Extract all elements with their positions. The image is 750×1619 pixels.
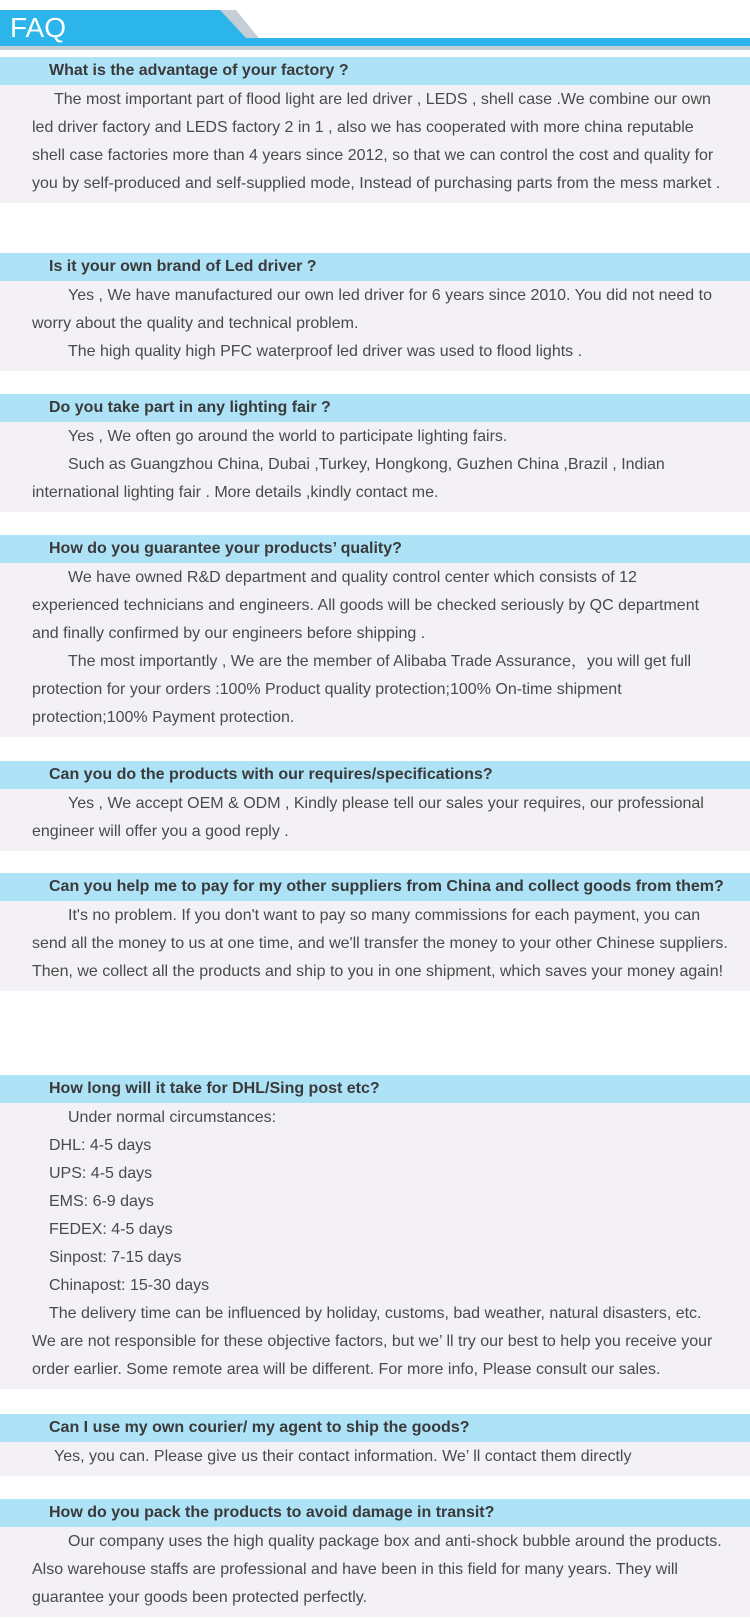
faq-item-factory-advantage: [0, 57, 750, 203]
answer-paragraph: We have owned R&D department and quality control center which consists of 12 experienced technicians and engineers. All goods will be checked seriously by QC department and finally confirmed by our engineers before shipping .: [32, 569, 700, 642]
answer-paragraph: Such as Guangzhou China, Dubai ,Turkey, Hongkong, Guzhen China ,Brazil , Indian international lighting fair . More details ,kindly contact me.: [32, 456, 665, 501]
shipping-time-item: FEDEX: 4-5 days: [49, 1221, 173, 1238]
answer-paragraph: It's no problem. If you don't want to pay so many commissions for each payment, you can send all the money to us at one time, and we'll transfer the money to your other Chinese suppliers. Then, we collect all the products and ship to you in one shipment, which saves your money again!: [32, 907, 728, 980]
faq-question: How do you guarantee your products’ quality?: [0, 535, 750, 563]
answer-paragraph: Yes , We often go around the world to participate lighting fairs.: [68, 428, 508, 445]
faq-question: What is the advantage of your factory ?: [0, 57, 750, 85]
answer-paragraph: Yes , We accept OEM & ODM , Kindly please tell our sales your requires, our professional engineer will offer you a good reply .: [32, 795, 704, 840]
faq-answer: [0, 789, 750, 851]
faq-answer: [0, 422, 750, 512]
shipping-time-item: Sinpost: 7-15 days: [49, 1249, 182, 1266]
faq-answer: [0, 563, 750, 737]
faq-item-quality-guarantee: [0, 535, 750, 737]
faq-item-shipping-time: [0, 1075, 750, 1389]
faq-answer: [0, 85, 750, 203]
faq-answer: [0, 1442, 750, 1476]
faq-item-lighting-fair: [0, 394, 750, 512]
answer-paragraph: Yes , We have manufactured our own led driver for 6 years since 2010. You did not need to worry about the quality and technical problem.: [32, 287, 712, 332]
page-title: FAQ: [10, 12, 67, 43]
answer-paragraph: The most importantly , We are the member of Alibaba Trade Assurance，you will get full protection for your orders :100% Product quality protection;100% On-time shipment protection;100% Payment protection.: [32, 653, 692, 726]
faq-answer: [0, 1527, 750, 1617]
faq-question: Can I use my own courier/ my agent to ship the goods?: [0, 1414, 750, 1442]
faq-item-oem-odm: [0, 761, 750, 851]
shipping-time-item: DHL: 4-5 days: [49, 1137, 152, 1154]
shipping-time-item: UPS: 4-5 days: [49, 1165, 153, 1182]
faq-question: Can you do the products with our requires/specifications?: [0, 761, 750, 789]
faq-answer: [0, 901, 750, 991]
faq-answer: [0, 1103, 750, 1389]
answer-intro: Under normal circumstances:: [68, 1109, 277, 1126]
faq-question: How long will it take for DHL/Sing post etc?: [0, 1075, 750, 1103]
answer-paragraph: The delivery time can be influenced by holiday, customs, bad weather, natural disasters, etc. We are not responsible for these objective factors, but we’ ll try our best to help you receive your order earlier. Some remote area will be different. For more info, Please consult our sales.: [32, 1305, 713, 1378]
faq-answer: [0, 281, 750, 371]
faq-item-pay-suppliers: [0, 873, 750, 991]
answer-paragraph: Yes, you can. Please give us their contact information. We’ ll contact them directly: [54, 1448, 632, 1465]
faq-question: Is it your own brand of Led driver ?: [0, 253, 750, 281]
faq-item-own-brand: [0, 253, 750, 371]
faq-item-packing: [0, 1499, 750, 1617]
header-banner-shape: [0, 0, 750, 50]
faq-question: Can you help me to pay for my other suppliers from China and collect goods from them?: [0, 873, 750, 901]
faq-header: [0, 0, 750, 50]
faq-item-own-courier: [0, 1414, 750, 1476]
answer-paragraph: The most important part of flood light are led driver , LEDS , shell case .We combine our own led driver factory and LEDS factory 2 in 1 , also we has cooperated with more china reputable shell case factories more than 4 years since 2012, so that we can control the cost and quality for you by self-produced and self-supplied mode, Instead of purchasing parts from the mess market .: [32, 91, 721, 192]
answer-paragraph: Our company uses the high quality package box and anti-shock bubble around the products. Also warehouse staffs are professional and have been in this field for many years. They will guarantee your goods been protected perfectly.: [32, 1533, 722, 1606]
faq-question: Do you take part in any lighting fair ?: [0, 394, 750, 422]
shipping-time-item: Chinapost: 15-30 days: [49, 1277, 210, 1294]
faq-question: How do you pack the products to avoid damage in transit?: [0, 1499, 750, 1527]
answer-paragraph: The high quality high PFC waterproof led driver was used to flood lights .: [68, 343, 583, 360]
shipping-time-item: EMS: 6-9 days: [49, 1193, 154, 1210]
